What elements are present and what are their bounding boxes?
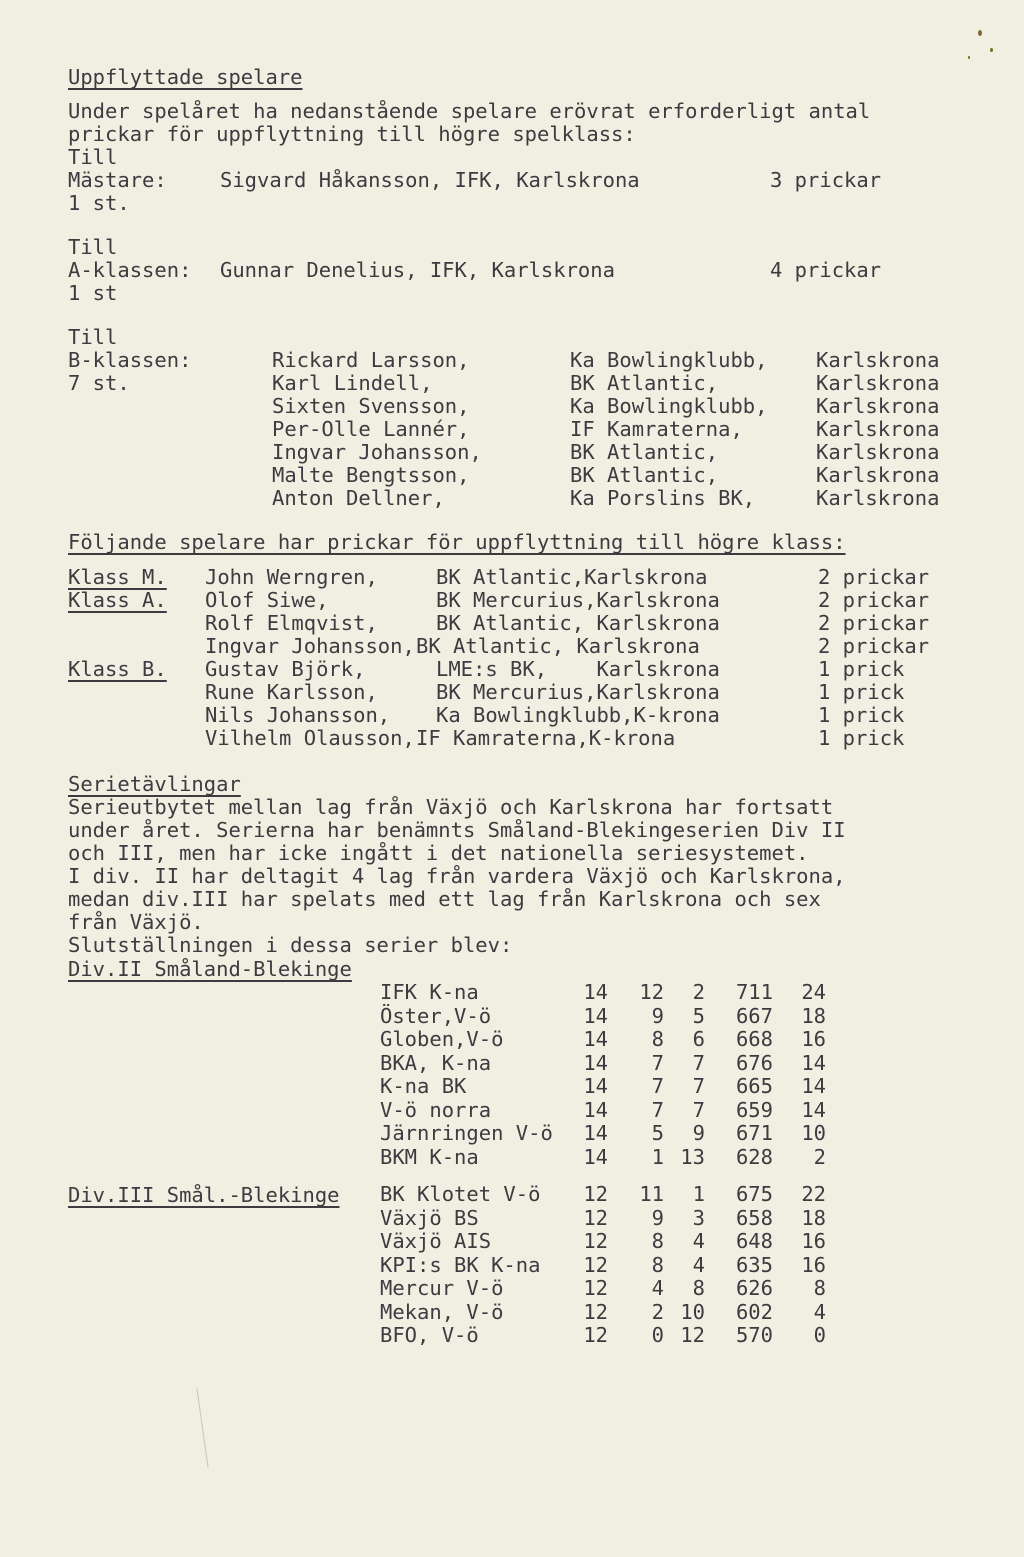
following-class: Klass A. [68, 588, 167, 612]
b-class-player-city: Karlskrona [816, 371, 940, 395]
standings-games-played: 12 [583, 1252, 608, 1277]
standings-games-played: 14 [583, 980, 608, 1004]
following-club: BK Mercurius,Karlskrona [436, 680, 720, 704]
standings-team: Mekan, V-ö [380, 1299, 504, 1324]
standings-team: Järnringen V-ö [380, 1121, 553, 1145]
following-name: Olof Siwe, [205, 588, 329, 612]
standings-wins: 0 [651, 1323, 664, 1347]
standings-wins: 7 [651, 1097, 664, 1122]
standings-losses: 4 [692, 1229, 705, 1253]
b-class-player-city: Karlskrona [816, 394, 940, 418]
b-class-player-city: Karlskrona [816, 440, 940, 464]
standings-losses: 7 [692, 1050, 705, 1075]
standings-points: 14 [801, 1097, 826, 1122]
standings-wins: 1 [651, 1144, 664, 1169]
b-class-player-club: IF Kamraterna, [570, 417, 743, 441]
standings-team: Växjö BS [380, 1205, 479, 1230]
standings-losses: 5 [692, 1003, 705, 1028]
standings-team: IFK K-na [380, 980, 479, 1004]
b-class-player-club: Ka Porslins BK, [570, 486, 756, 510]
promotion-class: A-klassen: [68, 258, 192, 282]
following-name: John Werngren, [205, 565, 378, 589]
intro-line: Under spelåret ha nedanstående spelare erövrat erforderligt antal [68, 99, 871, 123]
standings-wins: 8 [651, 1027, 664, 1051]
promotion-points: 3 prickar [770, 168, 882, 192]
standings-pin-average: 676 [735, 1050, 773, 1075]
following-points: 2 prickar [818, 634, 930, 658]
standings-team: Växjö AIS [380, 1229, 492, 1253]
paper-speck [968, 56, 970, 59]
promotion-class: Till [68, 235, 118, 259]
standings-games-played: 12 [583, 1276, 608, 1300]
series-text-line: Serieutbytet mellan lag från Växjö och Karlskrona har fortsatt [68, 795, 834, 819]
standings-wins: 2 [651, 1299, 664, 1324]
b-class-player-name: Per-Olle Lannér, [272, 417, 470, 441]
standings-losses: 2 [692, 980, 705, 1004]
standings-points: 16 [801, 1027, 826, 1051]
standings-games-played: 12 [583, 1299, 608, 1324]
following-points: 1 prick [818, 703, 905, 727]
standings-games-played: 12 [583, 1323, 608, 1347]
standings-pin-average: 671 [735, 1121, 773, 1145]
standings-losses: 13 [680, 1144, 705, 1169]
standings-points: 16 [801, 1252, 826, 1277]
standings-games-played: 14 [583, 1074, 608, 1098]
following-points: 2 prickar [818, 611, 930, 635]
b-class-player-club: Ka Bowlingklubb, [570, 348, 768, 372]
standings-team: BKA, K-na [380, 1050, 492, 1075]
paper-fold-mark [196, 1388, 209, 1467]
standings-pin-average: 602 [735, 1299, 773, 1324]
following-points: 1 prick [818, 726, 905, 750]
standings-team: V-ö norra [380, 1097, 492, 1122]
standings-points: 14 [801, 1050, 826, 1075]
page-heading: Uppflyttade spelare [68, 65, 303, 89]
following-points: 2 prickar [818, 588, 930, 612]
following-club: BK Atlantic, Karlskrona [436, 611, 720, 635]
b-class-player-city: Karlskrona [816, 348, 940, 372]
standings-points: 2 [813, 1144, 826, 1169]
standings-pin-average: 628 [735, 1144, 773, 1169]
standings-pin-average: 658 [735, 1205, 773, 1230]
b-class-player-club: Ka Bowlingklubb, [570, 394, 768, 418]
promotion-player: Sigvard Håkansson, IFK, Karlskrona [220, 168, 640, 192]
standings-games-played: 12 [583, 1205, 608, 1230]
standings-games-played: 14 [583, 1097, 608, 1122]
following-club: LME:s BK, Karlskrona [436, 657, 720, 681]
standings-losses: 7 [692, 1097, 705, 1122]
standings-team: BFO, V-ö [380, 1323, 479, 1347]
standings-wins: 4 [651, 1276, 664, 1300]
standings-points: 16 [801, 1229, 826, 1253]
following-club: BK Atlantic,Karlskrona [436, 565, 708, 589]
standings-team: Öster,V-ö [380, 1003, 492, 1028]
standings-pin-average: 668 [735, 1027, 773, 1051]
standings-pin-average: 570 [735, 1323, 773, 1347]
standings-losses: 8 [692, 1276, 705, 1300]
standings-losses: 4 [692, 1252, 705, 1277]
following-name: Rune Karlsson, [205, 680, 378, 704]
div3-title: Div.III Smål.-Blekinge [68, 1183, 340, 1207]
standings-wins: 7 [651, 1050, 664, 1075]
standings-points: 14 [801, 1074, 826, 1098]
standings-wins: 8 [651, 1229, 664, 1253]
standings-pin-average: 675 [735, 1182, 773, 1206]
series-text-line: under året. Serierna har benämnts Småland-Blekingeserien Div II [68, 818, 846, 842]
series-text-line: från Växjö. [68, 910, 204, 934]
paper-speck [978, 30, 982, 36]
following-name: Gustav Björk, [205, 657, 366, 681]
standings-pin-average: 667 [735, 1003, 773, 1028]
standings-losses: 9 [692, 1121, 705, 1145]
promotion-class: 1 st. [68, 191, 130, 215]
standings-wins: 11 [639, 1182, 664, 1206]
standings-pin-average: 659 [735, 1097, 773, 1122]
standings-points: 8 [813, 1276, 826, 1300]
standings-points: 18 [801, 1205, 826, 1230]
standings-team: K-na BK [380, 1074, 467, 1098]
standings-games-played: 12 [583, 1229, 608, 1253]
b-class-label: B-klassen: [68, 348, 192, 372]
following-points: 1 prick [818, 657, 905, 681]
standings-team: BK Klotet V-ö [380, 1182, 541, 1206]
standings-team: Globen,V-ö [380, 1027, 504, 1051]
standings-losses: 6 [692, 1027, 705, 1051]
series-text-line: medan div.III har spelats med ett lag från Karlskrona och sex [68, 887, 821, 911]
standings-pin-average: 626 [735, 1276, 773, 1300]
b-class-player-name: Rickard Larsson, [272, 348, 470, 372]
div2-title: Div.II Småland-Blekinge [68, 957, 352, 981]
following-club: Ka Bowlingklubb,K-krona [436, 703, 720, 727]
standings-games-played: 12 [583, 1182, 608, 1206]
b-class-player-club: BK Atlantic, [570, 440, 719, 464]
standings-wins: 8 [651, 1252, 664, 1277]
paper-speck [990, 48, 993, 52]
standings-wins: 7 [651, 1074, 664, 1098]
standings-losses: 3 [692, 1205, 705, 1230]
standings-pin-average: 665 [735, 1074, 773, 1098]
standings-games-played: 14 [583, 1050, 608, 1075]
following-name: Ingvar Johansson, [205, 634, 415, 658]
standings-losses: 12 [680, 1323, 705, 1347]
following-club: BK Atlantic, Karlskrona [416, 634, 700, 658]
standings-wins: 9 [651, 1205, 664, 1230]
series-text-line: och III, men har icke ingått i det nationella seriesystemet. [68, 841, 809, 865]
b-class-player-club: BK Atlantic, [570, 463, 719, 487]
b-class-player-name: Malte Bengtsson, [272, 463, 470, 487]
standings-points: 22 [801, 1182, 826, 1206]
b-class-player-city: Karlskrona [816, 463, 940, 487]
series-text-line: Slutställningen i dessa serier blev: [68, 933, 513, 957]
following-heading: Följande spelare har prickar för uppflyttning till högre klass: [68, 530, 846, 554]
intro-line: prickar för uppflyttning till högre spelklass: [68, 122, 636, 146]
standings-points: 10 [801, 1121, 826, 1145]
standings-games-played: 14 [583, 1144, 608, 1169]
following-club: BK Mercurius,Karlskrona [436, 588, 720, 612]
standings-games-played: 14 [583, 1121, 608, 1145]
standings-pin-average: 711 [735, 980, 773, 1004]
standings-team: KPI:s BK K-na [380, 1252, 541, 1277]
standings-team: Mercur V-ö [380, 1276, 504, 1300]
series-heading: Serietävlingar [68, 772, 241, 796]
standings-points: 0 [813, 1323, 826, 1347]
b-class-player-club: BK Atlantic, [570, 371, 719, 395]
standings-games-played: 14 [583, 1027, 608, 1051]
standings-points: 18 [801, 1003, 826, 1028]
standings-points: 4 [813, 1299, 826, 1324]
following-name: Vilhelm Olausson, [205, 726, 415, 750]
following-points: 1 prick [818, 680, 905, 704]
standings-losses: 10 [680, 1299, 705, 1324]
standings-wins: 12 [639, 980, 664, 1004]
standings-wins: 5 [651, 1121, 664, 1145]
promotion-points: 4 prickar [770, 258, 882, 282]
standings-points: 24 [801, 980, 826, 1004]
b-class-player-city: Karlskrona [816, 417, 940, 441]
standings-team: BKM K-na [380, 1144, 479, 1169]
following-points: 2 prickar [818, 565, 930, 589]
following-name: Nils Johansson, [205, 703, 391, 727]
promotion-class: Mästare: [68, 168, 167, 192]
b-class-player-name: Karl Lindell, [272, 371, 433, 395]
b-class-player-name: Sixten Svensson, [272, 394, 470, 418]
promotion-class: 1 st [68, 281, 118, 305]
b-class-player-name: Ingvar Johansson, [272, 440, 482, 464]
b-class-label: Till [68, 325, 118, 349]
b-class-player-city: Karlskrona [816, 486, 940, 510]
standings-pin-average: 648 [735, 1229, 773, 1253]
following-club: IF Kamraterna,K-krona [416, 726, 676, 750]
standings-losses: 1 [692, 1182, 705, 1206]
following-class: Klass B. [68, 657, 167, 681]
following-class: Klass M. [68, 565, 167, 589]
following-name: Rolf Elmqvist, [205, 611, 378, 635]
standings-pin-average: 635 [735, 1252, 773, 1277]
standings-wins: 9 [651, 1003, 664, 1028]
promotion-player: Gunnar Denelius, IFK, Karlskrona [220, 258, 615, 282]
promotion-class: Till [68, 145, 118, 169]
b-class-label: 7 st. [68, 371, 130, 395]
standings-losses: 7 [692, 1074, 705, 1098]
b-class-player-name: Anton Dellner, [272, 486, 445, 510]
standings-games-played: 14 [583, 1003, 608, 1028]
series-text-line: I div. II har deltagit 4 lag från vardera Växjö och Karlskrona, [68, 864, 846, 888]
